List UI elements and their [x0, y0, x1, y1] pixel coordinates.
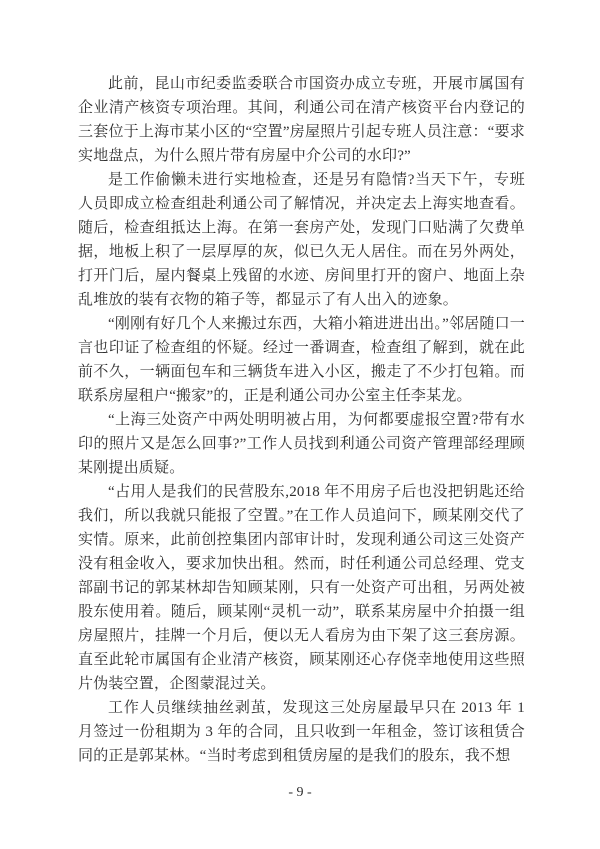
body-paragraph: “上海三处资产中两处明明被占用，为何都要虚报空置?带有水印的照片又是怎么回事?”工作人员找到利通公司资产管理部经理顾某刚提出质疑。 [78, 412, 525, 476]
document-body [78, 72, 525, 768]
body-paragraph: 是工作偷懒未进行实地检查，还是另有隐情?当天下午，专班人员即成立检查组赴利通公司了解情况，并决定去上海实地查看。随后，检查组抵达上海。在第一套房产处，发现门口贴满了欠费单据，地板上积了一层厚厚的灰，似已久无人居住。而在另外两处，打开门后，屋内餐桌上残留的水迹、房间里打开的窗户、地面上杂乱堆放的装有衣物的箱子等，都显示了有人出入的迹象。 [78, 172, 525, 308]
body-paragraph: 工作人员继续抽丝剥茧，发现这三处房屋最早只在 2013 年 1 月签过一份租期为 3 年的合同，且只收到一年租金，签订该租赁合同的正是郭某林。“当时考虑到租赁房屋的是我们的股东，我不想 [78, 700, 525, 764]
body-paragraph: 此前，昆山市纪委监委联合市国资办成立专班，开展市属国有企业清产核资专项治理。其间，利通公司在清产核资平台内登记的三套位于上海市某小区的“空置”房屋照片引起专班人员注意：“要求实地盘点，为什么照片带有房屋中介公司的水印?” [78, 76, 525, 164]
body-paragraph: “刚刚有好几个人来搬过东西，大箱小箱进进出出。”邻居随口一言也印证了检查组的怀疑。经过一番调查，检查组了解到，就在此前不久，一辆面包车和三辆货车进入小区，搬走了不少打包箱。而联系房屋租户“搬家”的，正是利通公司办公室主任李某龙。 [78, 316, 525, 404]
body-paragraph: “占用人是我们的民营股东,2018 年不用房子后也没把钥匙还给我们，所以我就只能报了空置。”在工作人员追问下，顾某刚交代了实情。原来，此前创控集团内部审计时，发现利通公司这三处资产没有租金收入，要求加快出租。然而，时任利通公司总经理、党支部副书记的郭某林却告知顾某刚，只有一处资产可出租，另两处被股东使用着。随后，顾某刚“灵机一动”，联系某房屋中介拍摄一组房屋照片，挂牌一个月后，便以无人看房为由下架了这三套房源。直至此轮市属国有企业清产核资，顾某刚还心存侥幸地使用这些照片伪装空置，企图蒙混过关。 [78, 484, 525, 692]
page-number: - 9 - [288, 785, 312, 800]
